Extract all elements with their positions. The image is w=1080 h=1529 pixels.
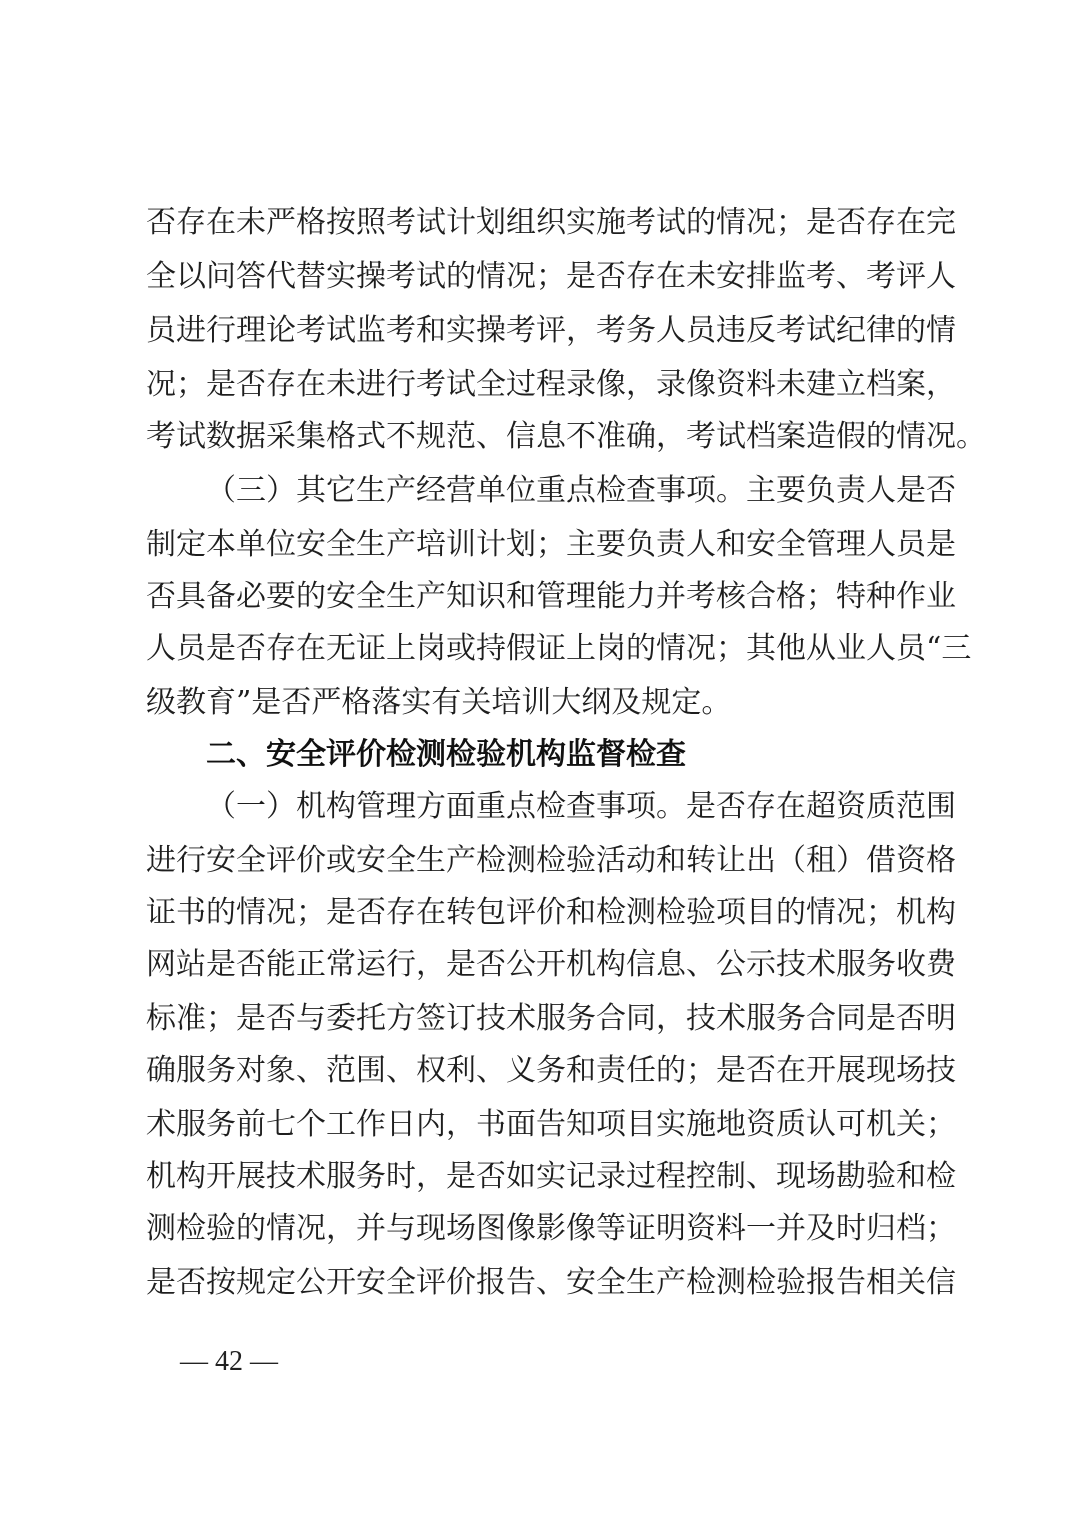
body-text-line: 确服务对象、范围、权利、义务和责任的；是否在开展现场技	[146, 1053, 956, 1088]
body-text-line: 级教育”是否严格落实有关培训大纲及规定。	[146, 685, 732, 720]
body-text-line: 考试数据采集格式不规范、信息不准确，考试档案造假的情况。	[146, 419, 986, 454]
body-text-line: 机构开展技术服务时，是否如实记录过程控制、现场勘验和检	[146, 1159, 956, 1194]
section-paragraph-start: （三）其它生产经营单位重点检查事项。主要负责人是否	[206, 473, 956, 508]
section-heading: 二、安全评价检测检验机构监督检查	[206, 737, 686, 772]
section-paragraph-start: （一）机构管理方面重点检查事项。是否存在超资质范围	[206, 789, 956, 824]
body-text-line: 况；是否存在未进行考试全过程录像，录像资料未建立档案，	[146, 367, 956, 402]
body-text-line: 标准；是否与委托方签订技术服务合同，技术服务合同是否明	[146, 1001, 956, 1036]
body-text-line: 否具备必要的安全生产知识和管理能力并考核合格；特种作业	[146, 579, 956, 614]
body-text-line: 制定本单位安全生产培训计划；主要负责人和安全管理人员是	[146, 527, 956, 562]
body-text-line: 网站是否能正常运行，是否公开机构信息、公示技术服务收费	[146, 947, 956, 982]
body-text-line: 全以问答代替实操考试的情况；是否存在未安排监考、考评人	[146, 259, 956, 294]
page-number: — 42 —	[180, 1346, 278, 1377]
body-text-line: 证书的情况；是否存在转包评价和检测检验项目的情况；机构	[146, 895, 956, 930]
body-text-line: 员进行理论考试监考和实操考评，考务人员违反考试纪律的情	[146, 313, 956, 348]
body-text-line: 进行安全评价或安全生产检测检验活动和转让出（租）借资格	[146, 843, 956, 878]
body-text-line: 否存在未严格按照考试计划组织实施考试的情况；是否存在完	[146, 205, 956, 240]
body-text-line: 术服务前七个工作日内，书面告知项目实施地资质认可机关；	[146, 1107, 956, 1142]
body-text-line: 是否按规定公开安全评价报告、安全生产检测检验报告相关信	[146, 1265, 956, 1300]
body-text-line: 测检验的情况，并与现场图像影像等证明资料一并及时归档；	[146, 1211, 956, 1246]
body-text-line: 人员是否存在无证上岗或持假证上岗的情况；其他从业人员“三	[146, 631, 972, 666]
